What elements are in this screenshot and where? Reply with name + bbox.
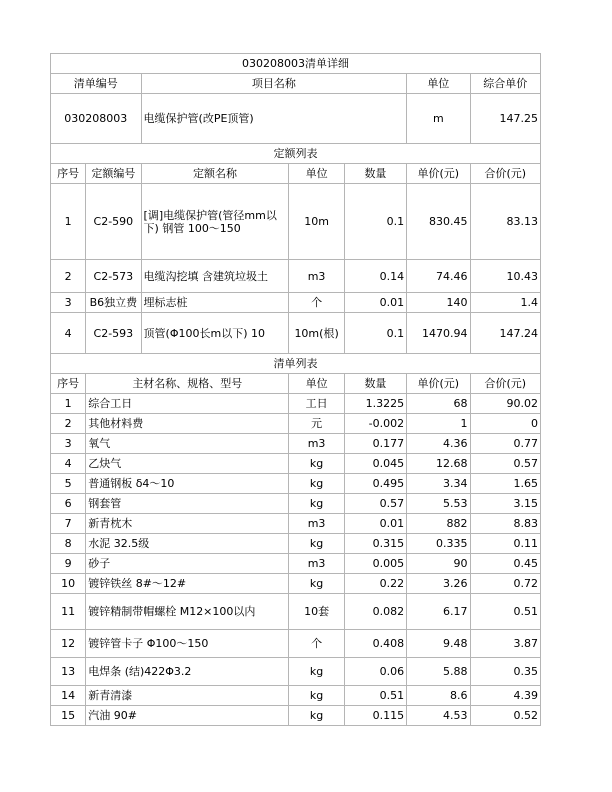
material-unit: kg — [289, 658, 344, 686]
material-qty: 0.005 — [344, 554, 406, 574]
material-total: 0.51 — [470, 594, 541, 630]
material-total: 90.02 — [470, 394, 541, 414]
material-total: 0.11 — [470, 534, 541, 554]
table-row — [51, 534, 541, 554]
material-qty: 0.57 — [344, 494, 406, 514]
material-price: 8.6 — [407, 686, 470, 706]
material-price: 1 — [407, 414, 470, 434]
materials-column-row — [51, 374, 541, 394]
material-no: 14 — [51, 686, 86, 706]
material-unit: kg — [289, 706, 344, 726]
material-unit: m3 — [289, 514, 344, 534]
material-unit: 元 — [289, 414, 344, 434]
label-bill-code: 清单编号 — [51, 74, 142, 94]
quota-total: 83.13 — [470, 184, 541, 260]
material-name: 镀锌管卡子 Φ100～150 — [86, 630, 289, 658]
table-row — [51, 630, 541, 658]
header-value-row — [51, 94, 541, 144]
table-row — [51, 594, 541, 630]
material-qty: 0.082 — [344, 594, 406, 630]
table-title: 030208003清单详细 — [51, 54, 541, 74]
quota-col-price: 单价(元) — [407, 164, 470, 184]
quota-name: 顶管(Φ100长m以下) 10 — [141, 313, 289, 354]
quota-col-no: 序号 — [51, 164, 86, 184]
quota-col-code: 定额编号 — [86, 164, 141, 184]
material-no: 11 — [51, 594, 86, 630]
material-name: 电焊条 (结)422Φ3.2 — [86, 658, 289, 686]
quota-qty: 0.1 — [344, 184, 406, 260]
material-name: 钢套管 — [86, 494, 289, 514]
quota-qty: 0.1 — [344, 313, 406, 354]
material-total: 0.77 — [470, 434, 541, 454]
label-item-name: 项目名称 — [141, 74, 407, 94]
material-unit: m3 — [289, 434, 344, 454]
material-name: 乙炔气 — [86, 454, 289, 474]
material-total: 4.39 — [470, 686, 541, 706]
material-total: 1.65 — [470, 474, 541, 494]
table-row — [51, 658, 541, 686]
material-name: 氧气 — [86, 434, 289, 454]
label-unit: 单位 — [407, 74, 470, 94]
material-no: 6 — [51, 494, 86, 514]
table-row — [51, 184, 541, 260]
item-unit: m — [407, 94, 470, 144]
material-unit: 个 — [289, 630, 344, 658]
table-row — [51, 494, 541, 514]
table-row — [51, 454, 541, 474]
table-row — [51, 414, 541, 434]
material-name: 镀锌精制带帽螺栓 M12×100以内 — [86, 594, 289, 630]
quota-name: [调]电缆保护管(管径mm以下) 钢管 100～150 — [141, 184, 289, 260]
quota-no: 2 — [51, 260, 86, 293]
material-col-total: 合价(元) — [470, 374, 541, 394]
material-total: 0.45 — [470, 554, 541, 574]
material-name: 普通钢板 δ4～10 — [86, 474, 289, 494]
material-total: 3.87 — [470, 630, 541, 658]
material-qty: 0.51 — [344, 686, 406, 706]
material-col-price: 单价(元) — [407, 374, 470, 394]
material-name: 水泥 32.5级 — [86, 534, 289, 554]
material-no: 4 — [51, 454, 86, 474]
bill-detail-table — [50, 53, 541, 726]
material-name: 其他材料费 — [86, 414, 289, 434]
quota-price: 140 — [407, 293, 470, 313]
material-price: 4.53 — [407, 706, 470, 726]
material-price: 68 — [407, 394, 470, 414]
quota-section-title: 定额列表 — [51, 144, 541, 164]
quota-total: 10.43 — [470, 260, 541, 293]
quota-total: 1.4 — [470, 293, 541, 313]
quota-no: 1 — [51, 184, 86, 260]
quota-total: 147.24 — [470, 313, 541, 354]
table-row — [51, 260, 541, 293]
material-name: 砂子 — [86, 554, 289, 574]
material-unit: 10套 — [289, 594, 344, 630]
table-row — [51, 394, 541, 414]
material-unit: kg — [289, 574, 344, 594]
quota-code: C2-593 — [86, 313, 141, 354]
material-price: 3.34 — [407, 474, 470, 494]
table-row — [51, 293, 541, 313]
item-price: 147.25 — [470, 94, 541, 144]
material-qty: 0.408 — [344, 630, 406, 658]
quota-unit: 个 — [289, 293, 344, 313]
table-row — [51, 574, 541, 594]
material-name: 镀锌铁丝 8#～12# — [86, 574, 289, 594]
material-no: 13 — [51, 658, 86, 686]
material-qty: 0.177 — [344, 434, 406, 454]
material-total: 0.52 — [470, 706, 541, 726]
quota-column-row — [51, 164, 541, 184]
material-total: 8.83 — [470, 514, 541, 534]
material-price: 5.88 — [407, 658, 470, 686]
quota-price: 1470.94 — [407, 313, 470, 354]
material-price: 3.26 — [407, 574, 470, 594]
quota-col-qty: 数量 — [344, 164, 406, 184]
material-no: 9 — [51, 554, 86, 574]
quota-code: C2-590 — [86, 184, 141, 260]
material-unit: kg — [289, 686, 344, 706]
material-total: 3.15 — [470, 494, 541, 514]
quota-col-name: 定额名称 — [141, 164, 289, 184]
material-qty: 0.06 — [344, 658, 406, 686]
material-qty: 1.3225 — [344, 394, 406, 414]
header-label-row — [51, 74, 541, 94]
material-no: 2 — [51, 414, 86, 434]
quota-unit: m3 — [289, 260, 344, 293]
quota-name: 埋标志桩 — [141, 293, 289, 313]
material-no: 3 — [51, 434, 86, 454]
table-row — [51, 514, 541, 534]
material-total: 0.35 — [470, 658, 541, 686]
material-qty: 0.045 — [344, 454, 406, 474]
quota-price: 830.45 — [407, 184, 470, 260]
table-row — [51, 313, 541, 354]
quota-unit: 10m — [289, 184, 344, 260]
material-price: 882 — [407, 514, 470, 534]
material-unit: m3 — [289, 554, 344, 574]
material-qty: 0.315 — [344, 534, 406, 554]
material-name: 综合工日 — [86, 394, 289, 414]
item-name: 电缆保护管(改PE顶管) — [141, 94, 407, 144]
material-qty: -0.002 — [344, 414, 406, 434]
material-name: 汽油 90# — [86, 706, 289, 726]
table-row — [51, 686, 541, 706]
quota-no: 4 — [51, 313, 86, 354]
table-row — [51, 434, 541, 454]
quota-name: 电缆沟挖填 含建筑垃圾土 — [141, 260, 289, 293]
material-no: 8 — [51, 534, 86, 554]
table-row — [51, 474, 541, 494]
materials-section-row — [51, 354, 541, 374]
material-price: 9.48 — [407, 630, 470, 658]
material-qty: 0.22 — [344, 574, 406, 594]
material-unit: kg — [289, 494, 344, 514]
bill-code: 030208003 — [51, 94, 142, 144]
material-price: 12.68 — [407, 454, 470, 474]
material-col-qty: 数量 — [344, 374, 406, 394]
material-no: 10 — [51, 574, 86, 594]
label-unit-price: 综合单价 — [470, 74, 541, 94]
table-row — [51, 706, 541, 726]
material-price: 5.53 — [407, 494, 470, 514]
material-total: 0 — [470, 414, 541, 434]
quota-unit: 10m(根) — [289, 313, 344, 354]
quota-code: B6独立费 — [86, 293, 141, 313]
quota-code: C2-573 — [86, 260, 141, 293]
material-price: 90 — [407, 554, 470, 574]
material-no: 1 — [51, 394, 86, 414]
title-row — [51, 54, 541, 74]
materials-section-title: 清单列表 — [51, 354, 541, 374]
material-unit: kg — [289, 474, 344, 494]
material-unit: 工日 — [289, 394, 344, 414]
material-name: 新青清漆 — [86, 686, 289, 706]
material-no: 12 — [51, 630, 86, 658]
material-no: 15 — [51, 706, 86, 726]
quota-col-unit: 单位 — [289, 164, 344, 184]
material-price: 0.335 — [407, 534, 470, 554]
material-unit: kg — [289, 534, 344, 554]
quota-price: 74.46 — [407, 260, 470, 293]
material-unit: kg — [289, 454, 344, 474]
material-col-unit: 单位 — [289, 374, 344, 394]
material-price: 4.36 — [407, 434, 470, 454]
material-qty: 0.115 — [344, 706, 406, 726]
quota-col-total: 合价(元) — [470, 164, 541, 184]
material-name: 新青枕木 — [86, 514, 289, 534]
material-col-name: 主材名称、规格、型号 — [86, 374, 289, 394]
material-col-no: 序号 — [51, 374, 86, 394]
material-total: 0.57 — [470, 454, 541, 474]
material-qty: 0.495 — [344, 474, 406, 494]
material-no: 7 — [51, 514, 86, 534]
quota-qty: 0.14 — [344, 260, 406, 293]
quota-no: 3 — [51, 293, 86, 313]
table-row — [51, 554, 541, 574]
material-no: 5 — [51, 474, 86, 494]
material-total: 0.72 — [470, 574, 541, 594]
material-price: 6.17 — [407, 594, 470, 630]
quota-qty: 0.01 — [344, 293, 406, 313]
quota-section-row — [51, 144, 541, 164]
material-qty: 0.01 — [344, 514, 406, 534]
